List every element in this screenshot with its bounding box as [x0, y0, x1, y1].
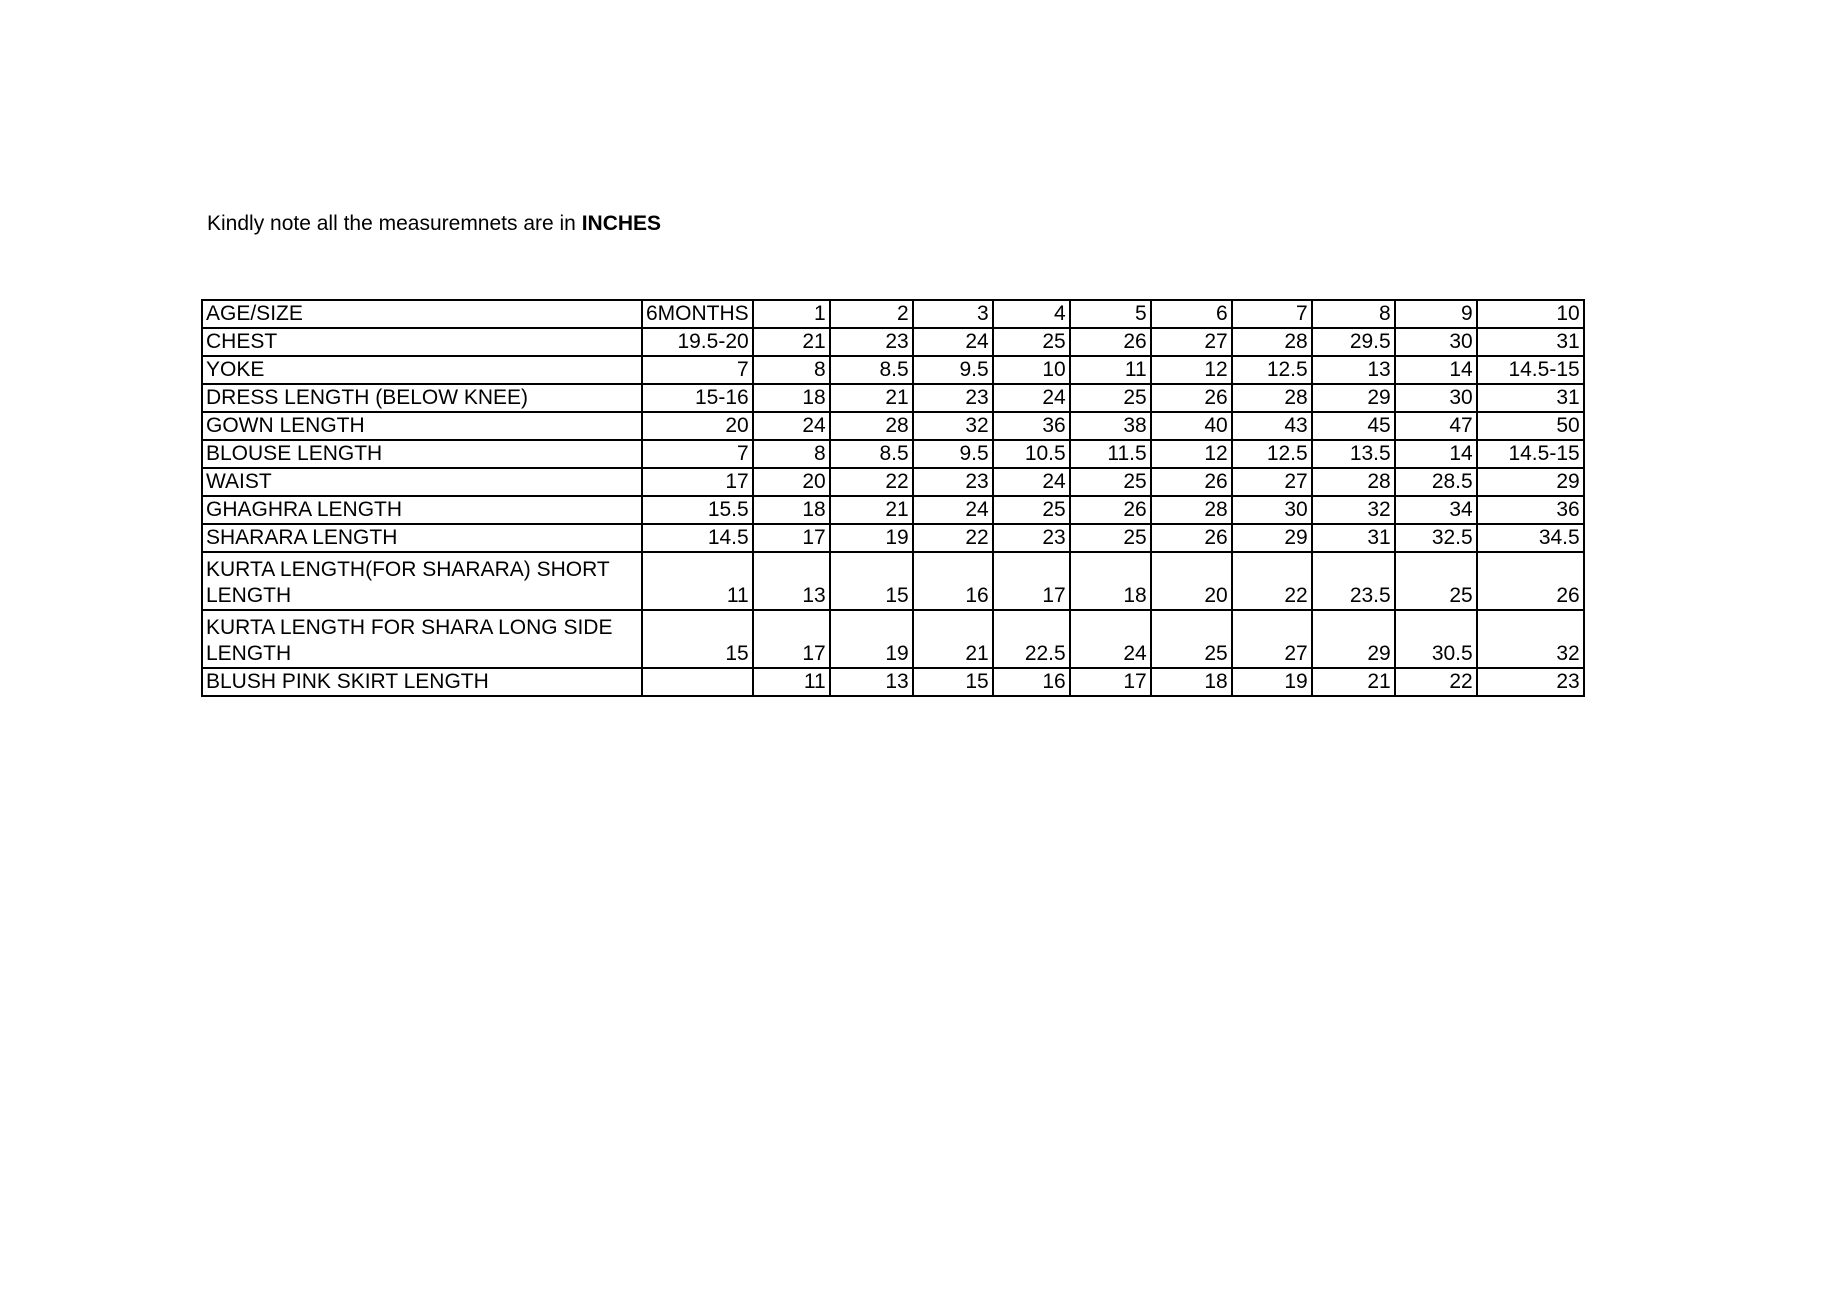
row-label: BLUSH PINK SKIRT LENGTH: [202, 668, 642, 696]
row-label: DRESS LENGTH (BELOW KNEE): [202, 384, 642, 412]
measurement-cell: 24: [1070, 610, 1151, 668]
measurement-cell: 30: [1395, 384, 1477, 412]
measurement-cell: 28: [1312, 468, 1395, 496]
note-text: Kindly note all the measuremnets are in: [207, 212, 582, 235]
size-header-cell: 10: [1477, 300, 1584, 328]
size-chart-table: [201, 299, 1585, 697]
measurement-cell: 16: [913, 552, 993, 610]
measurement-cell: 17: [642, 468, 753, 496]
measurement-cell: 29: [1477, 468, 1584, 496]
measurement-cell: 26: [1151, 384, 1232, 412]
row-label: WAIST: [202, 468, 642, 496]
measurement-cell: 26: [1477, 552, 1584, 610]
measurement-cell: 10.5: [993, 440, 1070, 468]
note-unit: INCHES: [581, 212, 662, 235]
measurement-cell: 22: [913, 524, 993, 552]
size-header-cell: 9: [1395, 300, 1477, 328]
measurement-cell: 19: [1232, 668, 1312, 696]
measurement-cell: 38: [1070, 412, 1151, 440]
measurement-cell: 18: [1151, 668, 1232, 696]
measurement-cell: 14.5-15: [1477, 356, 1584, 384]
measurement-cell: 14.5: [642, 524, 753, 552]
table-row: [202, 610, 1584, 668]
measurement-cell: 28: [1232, 384, 1312, 412]
measurement-cell: 24: [913, 496, 993, 524]
measurement-cell: 22: [1232, 552, 1312, 610]
measurement-cell: 45: [1312, 412, 1395, 440]
measurement-cell: 8.5: [830, 440, 913, 468]
measurement-cell: 17: [753, 524, 830, 552]
measurement-cell: 21: [830, 496, 913, 524]
row-label: GHAGHRA LENGTH: [202, 496, 642, 524]
measurement-cell: 20: [642, 412, 753, 440]
measurement-cell: 22: [1395, 668, 1477, 696]
table-row: [202, 524, 1584, 552]
row-label: GOWN LENGTH: [202, 412, 642, 440]
row-label: KURTA LENGTH(FOR SHARARA) SHORT LENGTH: [202, 552, 642, 610]
measurement-cell: 12: [1151, 440, 1232, 468]
size-header-cell: 2: [830, 300, 913, 328]
measurement-cell: 24: [913, 328, 993, 356]
measurement-cell: 9.5: [913, 356, 993, 384]
measurement-cell: 25: [1151, 610, 1232, 668]
measurement-cell: 23.5: [1312, 552, 1395, 610]
size-header-cell: 4: [993, 300, 1070, 328]
measurement-cell: 15-16: [642, 384, 753, 412]
measurement-cell: 20: [1151, 552, 1232, 610]
measurement-cell: 8: [753, 440, 830, 468]
measurement-cell: 11: [753, 668, 830, 696]
measurement-cell: 32: [913, 412, 993, 440]
measurement-cell: 28: [830, 412, 913, 440]
measurement-cell: 18: [1070, 552, 1151, 610]
measurement-cell: 29: [1312, 610, 1395, 668]
measurement-cell: 23: [913, 384, 993, 412]
measurement-cell: 31: [1312, 524, 1395, 552]
measurement-cell: 12: [1151, 356, 1232, 384]
measurement-cell: 34: [1395, 496, 1477, 524]
measurement-cell: 28: [1232, 328, 1312, 356]
measurement-cell: 8: [753, 356, 830, 384]
measurement-cell: 18: [753, 384, 830, 412]
measurement-cell: 15: [642, 610, 753, 668]
measurement-cell: 22.5: [993, 610, 1070, 668]
measurement-cell: 13: [830, 668, 913, 696]
measurement-cell: 29.5: [1312, 328, 1395, 356]
size-header-cell: 5: [1070, 300, 1151, 328]
measurement-cell: 15: [830, 552, 913, 610]
size-header-cell: 3: [913, 300, 993, 328]
measurement-cell: 30: [1395, 328, 1477, 356]
measurement-cell: 11: [642, 552, 753, 610]
measurement-cell: 17: [993, 552, 1070, 610]
measurement-cell: 20: [753, 468, 830, 496]
table-row: [202, 468, 1584, 496]
table-row: [202, 496, 1584, 524]
measurement-cell: 13: [1312, 356, 1395, 384]
measurement-cell: 23: [1477, 668, 1584, 696]
measurement-cell: 30: [1232, 496, 1312, 524]
measurement-cell: 26: [1151, 524, 1232, 552]
measurement-cell: 24: [993, 384, 1070, 412]
measurement-cell: 16: [993, 668, 1070, 696]
measurement-cell: 24: [993, 468, 1070, 496]
measurement-cell: 26: [1151, 468, 1232, 496]
measurement-cell: 25: [1395, 552, 1477, 610]
measurement-cell: 11: [1070, 356, 1151, 384]
measurement-cell: 17: [753, 610, 830, 668]
measurement-cell: 25: [993, 328, 1070, 356]
measurement-cell: 27: [1151, 328, 1232, 356]
size-header-cell: 6MONTHS: [642, 300, 753, 328]
measurement-cell: 8.5: [830, 356, 913, 384]
measurement-cell: 7: [642, 356, 753, 384]
table-row: [202, 384, 1584, 412]
header-row: [202, 300, 1584, 328]
measurement-cell: 50: [1477, 412, 1584, 440]
measurement-cell: 14: [1395, 356, 1477, 384]
measurement-cell: 18: [753, 496, 830, 524]
measurement-cell: 21: [830, 384, 913, 412]
measurement-cell: 30.5: [1395, 610, 1477, 668]
measurement-cell: 23: [830, 328, 913, 356]
measurement-cell: 25: [993, 496, 1070, 524]
measurement-cell: 32: [1312, 496, 1395, 524]
table-row: [202, 328, 1584, 356]
size-header-cell: 6: [1151, 300, 1232, 328]
measurement-cell: 21: [753, 328, 830, 356]
measurement-cell: 25: [1070, 468, 1151, 496]
measurement-cell: 15: [913, 668, 993, 696]
measurement-cell: 25: [1070, 524, 1151, 552]
size-chart-body: [202, 300, 1584, 696]
measurement-cell: 12.5: [1232, 356, 1312, 384]
measurement-cell: 13: [753, 552, 830, 610]
row-label: SHARARA LENGTH: [202, 524, 642, 552]
measurement-note: [207, 211, 661, 237]
measurement-cell: [642, 668, 753, 696]
measurement-cell: 22: [830, 468, 913, 496]
size-header-cell: 7: [1232, 300, 1312, 328]
measurement-cell: 19: [830, 610, 913, 668]
measurement-cell: 31: [1477, 328, 1584, 356]
measurement-cell: 25: [1070, 384, 1151, 412]
measurement-cell: 15.5: [642, 496, 753, 524]
measurement-cell: 36: [1477, 496, 1584, 524]
measurement-cell: 14.5-15: [1477, 440, 1584, 468]
measurement-cell: 13.5: [1312, 440, 1395, 468]
measurement-cell: 27: [1232, 610, 1312, 668]
measurement-cell: 26: [1070, 328, 1151, 356]
measurement-cell: 23: [913, 468, 993, 496]
measurement-cell: 27: [1232, 468, 1312, 496]
measurement-cell: 10: [993, 356, 1070, 384]
measurement-cell: 11.5: [1070, 440, 1151, 468]
measurement-cell: 24: [753, 412, 830, 440]
measurement-cell: 14: [1395, 440, 1477, 468]
size-header-cell: 8: [1312, 300, 1395, 328]
measurement-cell: 19: [830, 524, 913, 552]
measurement-cell: 19.5-20: [642, 328, 753, 356]
row-label: YOKE: [202, 356, 642, 384]
measurement-cell: 23: [993, 524, 1070, 552]
measurement-cell: 34.5: [1477, 524, 1584, 552]
row-label: KURTA LENGTH FOR SHARA LONG SIDE LENGTH: [202, 610, 642, 668]
measurement-cell: 7: [642, 440, 753, 468]
table-row: [202, 668, 1584, 696]
measurement-cell: 32: [1477, 610, 1584, 668]
table-row: [202, 440, 1584, 468]
table-row: [202, 356, 1584, 384]
measurement-cell: 47: [1395, 412, 1477, 440]
measurement-cell: 32.5: [1395, 524, 1477, 552]
measurement-cell: 28.5: [1395, 468, 1477, 496]
measurement-cell: 26: [1070, 496, 1151, 524]
measurement-cell: 28: [1151, 496, 1232, 524]
measurement-cell: 29: [1232, 524, 1312, 552]
size-header-cell: 1: [753, 300, 830, 328]
row-label: CHEST: [202, 328, 642, 356]
row-label: AGE/SIZE: [202, 300, 642, 328]
table-row: [202, 412, 1584, 440]
measurement-cell: 12.5: [1232, 440, 1312, 468]
measurement-cell: 21: [913, 610, 993, 668]
measurement-cell: 36: [993, 412, 1070, 440]
measurement-cell: 21: [1312, 668, 1395, 696]
measurement-cell: 31: [1477, 384, 1584, 412]
row-label: BLOUSE LENGTH: [202, 440, 642, 468]
measurement-cell: 29: [1312, 384, 1395, 412]
measurement-cell: 17: [1070, 668, 1151, 696]
measurement-cell: 40: [1151, 412, 1232, 440]
table-row: [202, 552, 1584, 610]
measurement-cell: 9.5: [913, 440, 993, 468]
measurement-cell: 43: [1232, 412, 1312, 440]
